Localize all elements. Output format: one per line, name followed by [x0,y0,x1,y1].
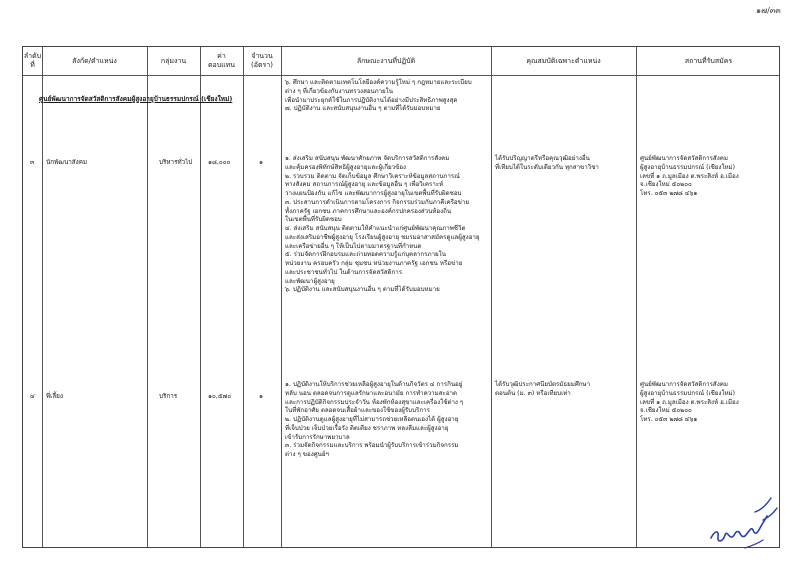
duty-line: ต่าง ๆ ของศูนย์ฯ [285,451,329,458]
duty-line: ที่เจ็บป่วย เจ็บป่วยเรื้อรัง ติดเตียง ชราภาพ หลงลืมและผู้สูงอายุ [285,424,449,432]
signature-mark [705,490,785,552]
duty-line: ๓. ประสานการดำเนินการตามโครงการ กิจกรรมร่วมกับภาคีเครือข่าย [285,198,469,206]
location-line: จ.เชียงใหม่ ๕๐๒๐๐ [640,407,692,415]
row-count: ๑ [259,159,263,166]
col-divider [491,47,492,547]
row-no: ๓ [30,159,35,166]
header-qualification: คุณสมบัติเฉพาะตำแหน่ง [526,56,601,65]
col-divider [147,47,148,547]
row-location [640,155,739,199]
duty-line: เพื่อนำมาประยุกต์ใช้ในการปฏิบัติงานได้อย่างมีประสิทธิภาพสูงสุด [285,96,458,104]
duty-line: และเครือข่ายอื่น ๆ ให้เป็นไปตามมาตรฐานที่กำหนด [285,242,422,250]
duty-line: ๒. รวบรวม ติดตาม จัดเก็บข้อมูล ศึกษาวิเคราะห์ข้อมูลสถานการณ์ [285,172,460,180]
row-qualification [495,381,590,399]
header-count: จำนวน (อัตรา) [251,52,273,69]
location-line: จ.เชียงใหม่ ๕๐๒๐๐ [640,181,692,189]
duty-line: ต่าง ๆ ที่เกี่ยวข้องกับงานทรวงสอบภายใน [285,87,393,95]
header-pay: ค่า ตอบแทน [207,52,236,69]
qualification-line: ตอนต้น (ม. ๓) หรือเทียบเท่า [495,389,571,397]
row-group: บริหารทั่วไป [159,159,193,166]
duty-line: ๑. ปฏิบัติงานให้บริการช่วยเหลือผู้สูงอายุในด้านกิจวัตร ๔ การกินอยู่ [285,381,463,388]
duty-line: ๖. ศึกษา และติดตามเทคโนโลยีองค์ความรู้ใหม่ ๆ กฎหมายและระเบียบ [285,79,472,86]
section-title: ศูนย์พัฒนาการจัดสวัสดิการสังคมผู้สูงอายุบ้านธรรมปกรณ์ (เชียงใหม่) [39,95,233,103]
location-line: ผู้สูงอายุบ้านธรรมปกรณ์ (เชียงใหม่) [640,163,736,171]
duty-line: หลับ นอน ตลอดจนการดูแลรักษาและอนามัย การทำความสะอาด [285,389,458,397]
row-group: บริการ [159,393,178,400]
header-group: กลุ่มงาน [160,56,187,65]
col-divider [42,47,43,547]
row-duties [285,155,480,295]
positions-table [22,46,780,548]
duty-line: หน่วยงาน ครอบครัว กลุ่ม ชุมชน หน่วยงานภาครัฐ เอกชน หรือข่าย [285,260,463,267]
continued-duties [285,79,472,114]
duty-line: ๓. ร่วมจัดกิจกรรมและบริการ พร้อมนำผู้รับบริการเข้าร่วมกิจกรรม [285,442,459,450]
duty-line: ๕. ร่วมจัดการฝึกอบรมและถ่ายทอดความรู้แก่บุคลากรภายใน [285,251,446,259]
duty-line: ๗. ปฏิบัติงาน และสนับสนุนงานอื่น ๆ ตามที่ได้รับมอบหมาย [285,105,441,113]
row-location [640,381,739,425]
row-position: นักพัฒนาสังคม [46,159,88,166]
header-position: สังกัด/ตำแหน่ง [72,56,117,65]
duty-line: ๒. ปฏิบัติงานดูแลผู้สูงอายุที่ไม่สามารถช่วยเหลือตนเองได้ ผู้สูงอายุ [285,416,459,423]
row-duties [285,381,463,460]
header-divider [23,75,779,76]
header-duties: ลักษณะงานที่ปฏิบัติ [356,56,416,65]
page-number: ๑๗/๓๓ [756,6,781,15]
duty-line: ทางสังคม สถานการณ์ผู้สูงอายุ และข้อมูลอื่น ๆ เพื่อวิเคราะห์ [285,181,444,189]
header-location: สถานที่รับสมัคร [684,56,733,65]
location-line: เลขที่ ๑ ถ.มูลเมือง ต.พระสิงห์ อ.เมือง [640,398,739,406]
header-no: ลำดับ ที่ [23,52,42,69]
duty-line: เข้ารับการรักษาพยาบาล [285,433,350,441]
duty-line: และประชาชนทั่วไป ในด้านการจัดสวัสดิการ [285,268,403,276]
row-pay: ๑๘,๐๐๐ [208,159,231,166]
location-line: ศูนย์พัฒนาการจัดสวัสดิการสังคม [640,155,728,162]
col-divider [243,47,244,547]
duty-line: และคุ้มครองพิทักษ์สิทธิผู้สูงอายุและผู้เกี่ยวข้อง [285,163,407,171]
qualification-line: ได้รับปริญญาตรีหรือคุณวุฒิอย่างอื่น [495,155,590,162]
duty-line: และการปฏิบัติกิจกรรมประจำวัน ห้องพักห้องสุขาและเครื่องใช้ต่าง ๆ [285,398,464,406]
location-line: เลขที่ ๑ ถ.มูลเมือง ต.พระสิงห์ อ.เมือง [640,172,739,180]
duty-line: ในที่พักอาศัย ตลอดจนเสื้อผ้าและของใช้ของผู้รับบริการ [285,407,430,415]
duty-line: ทั้งภาครัฐ เอกชน ภาคการศึกษาและองค์กรปกครองส่วนท้องถิ่น [285,207,452,215]
col-divider [281,47,282,547]
row-qualification [495,155,599,173]
qualification-line: ที่เทียบได้ในระดับเดียวกัน ทุกสาขาวิชา [495,163,599,171]
row-position: พี่เลี้ยง [46,393,63,400]
location-line: โทร. ๐๕๓ ๒๗๘ ๔๖๑ [640,416,698,423]
row-no: ๔ [30,393,35,400]
col-divider [636,47,637,547]
duty-line: ๖. ปฏิบัติงาน และสนับสนุนงานอื่น ๆ ตามที่ได้รับมอบหมาย [285,286,440,294]
location-line: ผู้สูงอายุบ้านธรรมปกรณ์ (เชียงใหม่) [640,389,736,397]
duty-line: วางแผนป้องกัน แก้ไข และพัฒนาการผู้สูงอายุในเขตพื้นที่รับผิดชอบ [285,190,462,197]
duty-line: ๔. ส่งเสริม สนับสนุน ติดตามให้คำแนะนำแก่ศูนย์พัฒนาคุณภาพชีวิต [285,225,466,232]
duty-line: ๑. ส่งเสริม สนับสนุน พัฒนาศักยภาพ จัดบริการสวัสดิการสังคม [285,155,450,162]
row-count: ๑ [259,393,263,400]
qualification-line: ได้รับวุฒิประกาศนียบัตรมัธยมศึกษา [495,381,591,388]
location-line: ศูนย์พัฒนาการจัดสวัสดิการสังคม [640,381,728,388]
duty-line: และส่งเสริมอาชีพผู้สูงอายุ โรงเรียนผู้สูงอายุ ชมรมอาสาสมัครดูแลผู้สูงอายุ [285,233,480,241]
row-pay: ๑๐,๕๗๐ [208,393,232,400]
col-divider [200,47,201,547]
duty-line: ในเขตพื้นที่รับผิดชอบ [285,216,342,224]
location-line: โทร. ๐๕๓ ๒๗๘ ๔๖๑ [640,190,698,197]
duty-line: และพัฒนาผู้สูงอายุ [285,277,335,285]
